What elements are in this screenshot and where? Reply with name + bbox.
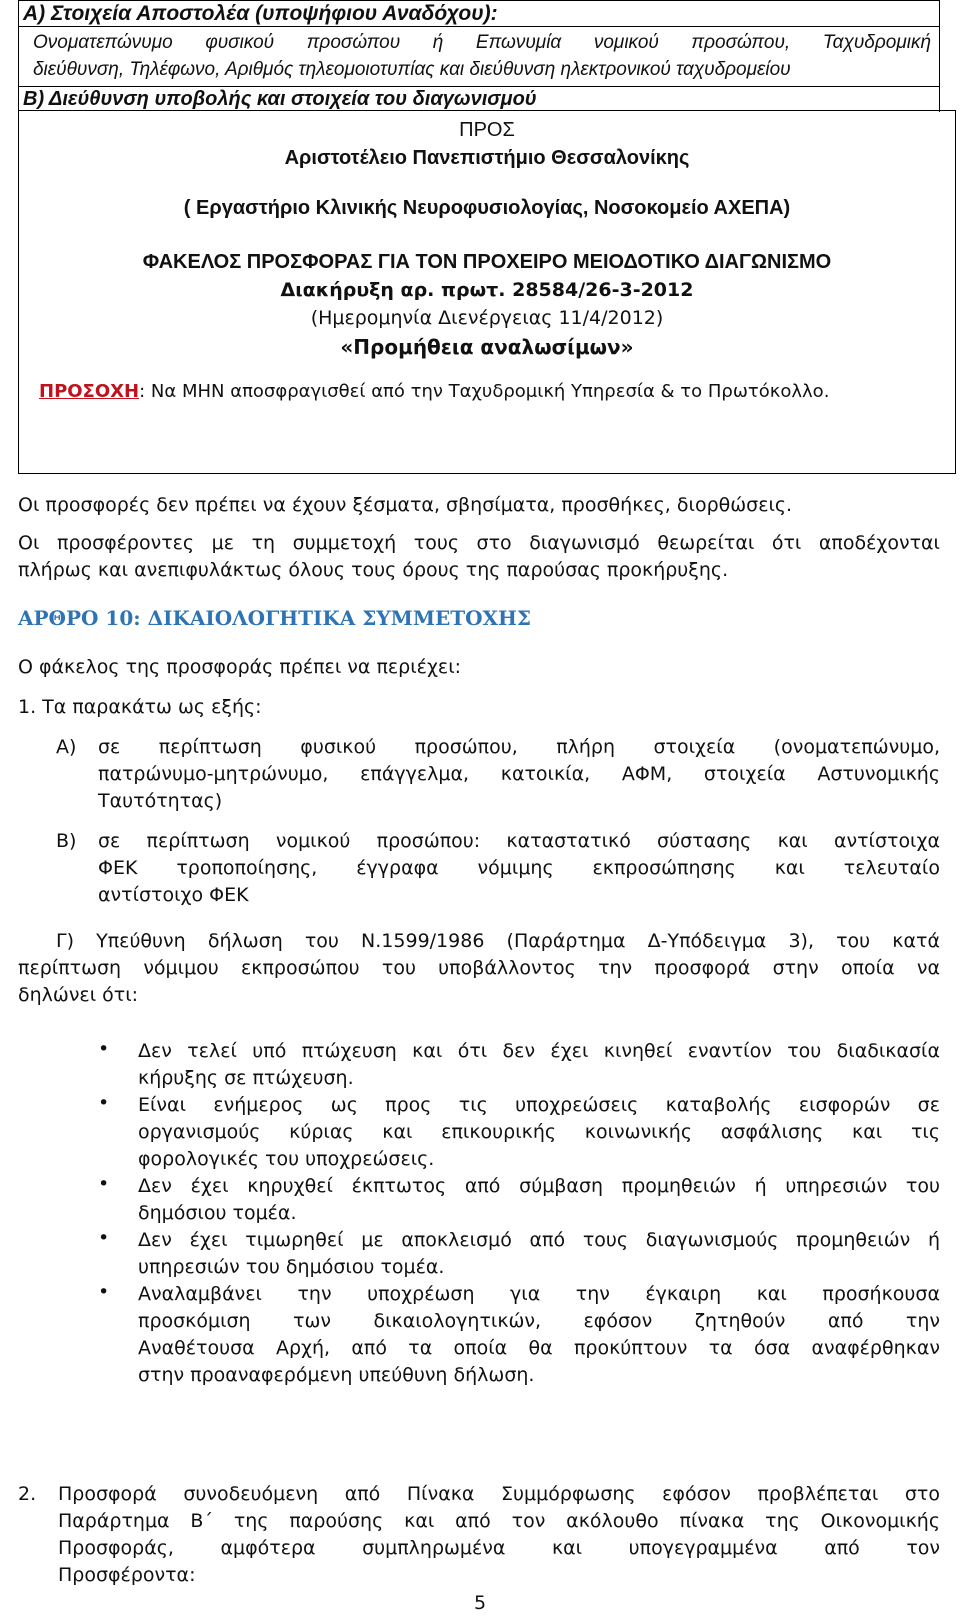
recipient-university: Αριστοτέλειο Πανεπιστήμιο Θεσσαλονίκης: [284, 147, 690, 169]
bullet-item: Δεν τελεί υπό πτώχευση και ότι δεν έχει κινηθεί εναντίον του διαδικασία κήρυξης σε πτώχευση.: [138, 1040, 940, 1089]
bullet-item: Αναλαμβάνει την υποχρέωση για την έγκαιρη και προσήκουσα προσκόμιση των δικαιολογητικών, εφόσον ζητηθούν από την Αναθέτουσα Αρχή, από τα οποία θα προκύπτουν τα όσα αναφέρθηκαν στην προαναφερόμενη υπεύθυνη δήλωση.: [138, 1283, 940, 1386]
envelope-title: ΦΑΚΕΛΟΣ ΠΡΟΣΦΟΡΑΣ ΓΙΑ ΤΟΝ ΠΡΟΧΕΙΡΟ ΜΕΙΟΔΟΤΙΚΟ ΔΙΑΓΩΝΙΣΜΟ: [142, 251, 832, 273]
recipient-to: ΠΡΟΣ: [459, 119, 515, 141]
warning-label: ΠΡΟΣΟΧΗ: [39, 381, 140, 402]
item-1: 1. Τα παρακάτω ως εξής:: [18, 696, 262, 718]
paragraph-acceptance: [18, 530, 940, 584]
sender-details-line2: διεύθυνση, Τηλέφωνο, Αριθμός τηλεομοιοτυπίας και διεύθυνση ηλεκτρονικού ταχυδρομείου: [33, 59, 791, 80]
bullet-marker: •: [98, 1038, 110, 1060]
announcement-number: Διακήρυξη αρ. πρωτ. 28584/26-3-2012: [280, 279, 694, 301]
bullet-item: Είναι ενήμερος ως προς τις υποχρεώσεις καταβολής εισφορών σε οργανισμούς κύριας και επικουρικής κοινωνικής ασφάλισης και τις φορολογικές του υποχρεώσεις.: [138, 1094, 940, 1170]
warning-line: [39, 381, 829, 402]
item-b-line3: αντίστοιχο ΦΕΚ: [98, 884, 249, 906]
paragraph-acceptance-line2: πλήρως και ανεπιφυλάκτως όλους τους όρους της παρούσας προκήρυξης.: [18, 559, 729, 581]
paragraph-no-corrections: Οι προσφορές δεν πρέπει να έχουν ξέσματα, σβησίματα, προσθήκες, διορθώσεις.: [18, 494, 793, 516]
bullet-marker: •: [98, 1092, 110, 1114]
item-b-line2: ΦΕΚ τροποποίησης, έγγραφα νόμιμης εκπροσώπησης και τελευταίο: [98, 857, 940, 879]
address-box: [18, 110, 956, 474]
item-b-line1: σε περίπτωση νομικού προσώπου: καταστατικό σύστασης και αντίστοιχα: [98, 830, 940, 852]
item-g-line2: περίπτωση νόμιμου εκπροσώπου του υποβάλλοντος την προσφορά στην οποία να: [18, 957, 940, 979]
item-g-text: [18, 928, 940, 1009]
tender-subject: «Προμήθεια αναλωσίμων»: [340, 335, 634, 359]
submission-heading: Β) Διεύθυνση υποβολής και στοιχεία του διαγωνισμού: [18, 86, 940, 112]
sender-details: [18, 26, 940, 86]
bullet-item: Δεν έχει κηρυχθεί έκπτωτος από σύμβαση προμηθειών ή υπηρεσιών του δημόσιου τομέα.: [138, 1175, 940, 1224]
item-b-label: Β): [56, 830, 77, 852]
sender-details-line1: Ονοματεπώνυμο φυσικού προσώπου ή Επωνυμία νομικού προσώπου, Ταχυδρομική: [33, 32, 931, 53]
item-a-line3: Ταυτότητας): [98, 790, 223, 812]
item-g-line1: Γ) Υπεύθυνη δήλωση του Ν.1599/1986 (Παράρτημα Δ-Υπόδειγμα 3), του κατά: [56, 930, 940, 952]
item-a-line1: σε περίπτωση φυσικού προσώπου, πλήρη στοιχεία (ονοματεπώνυμο,: [98, 736, 940, 758]
envelope-contents-intro: Ο φάκελος της προσφοράς πρέπει να περιέχει:: [18, 656, 462, 678]
item-a-text: [98, 734, 940, 815]
bullet-marker: •: [98, 1281, 110, 1303]
item-2-line2: Παράρτημα Β΄ της παρούσης και από τον ακόλουθο πίνακα της Οικονομικής: [58, 1510, 940, 1532]
bullet-item: Δεν έχει τιμωρηθεί με αποκλεισμό από τους διαγωνισμούς προμηθειών ή υπηρεσιών του δημόσιου τομέα.: [138, 1229, 940, 1278]
bullet-marker: •: [98, 1227, 110, 1249]
item-2-number: 2.: [18, 1483, 37, 1505]
sender-heading: Α) Στοιχεία Αποστολέα (υποψήφιου Αναδόχου):: [18, 0, 940, 26]
paragraph-acceptance-line1: Οι προσφέροντες με τη συμμετοχή τους στο διαγωνισμό θεωρείται ότι αποδέχονται: [18, 532, 940, 554]
page-number: 5: [473, 1592, 487, 1614]
recipient-lab: ( Εργαστήριο Κλινικής Νευροφυσιολογίας, Νοσοκομείο ΑΧΕΠΑ): [183, 197, 791, 219]
bullet-marker: •: [98, 1173, 110, 1195]
item-2-line3: Προσφοράς, αμφότερα συμπληρωμένα και υπογεγραμμένα από τον: [58, 1537, 940, 1559]
article-heading: ΑΡΘΡΟ 10: ΔΙΚΑΙΟΛΟΓΗΤΙΚΑ ΣΥΜΜΕΤΟΧΗΣ: [18, 606, 532, 630]
item-a-line2: πατρώνυμο-μητρώνυμο, επάγγελμα, κατοικία, ΑΦΜ, στοιχεία Αστυνομικής: [98, 763, 940, 785]
item-b-text: [98, 828, 940, 909]
tender-date: (Ημερομηνία Διενέργειας 11/4/2012): [310, 307, 664, 329]
warning-text: : Να ΜΗΝ αποσφραγισθεί από την Ταχυδρομική Υπηρεσία & το Πρωτόκολλο.: [139, 381, 830, 402]
item-2-line1: Προσφορά συνοδευόμενη από Πίνακα Συμμόρφωσης εφόσον προβλέπεται στο: [58, 1483, 940, 1505]
item-2-line4: Προσφέροντα:: [58, 1564, 196, 1586]
item-a-label: Α): [56, 736, 77, 758]
item-2-text: [58, 1481, 940, 1589]
item-g-line3: δηλώνει ότι:: [18, 984, 139, 1006]
